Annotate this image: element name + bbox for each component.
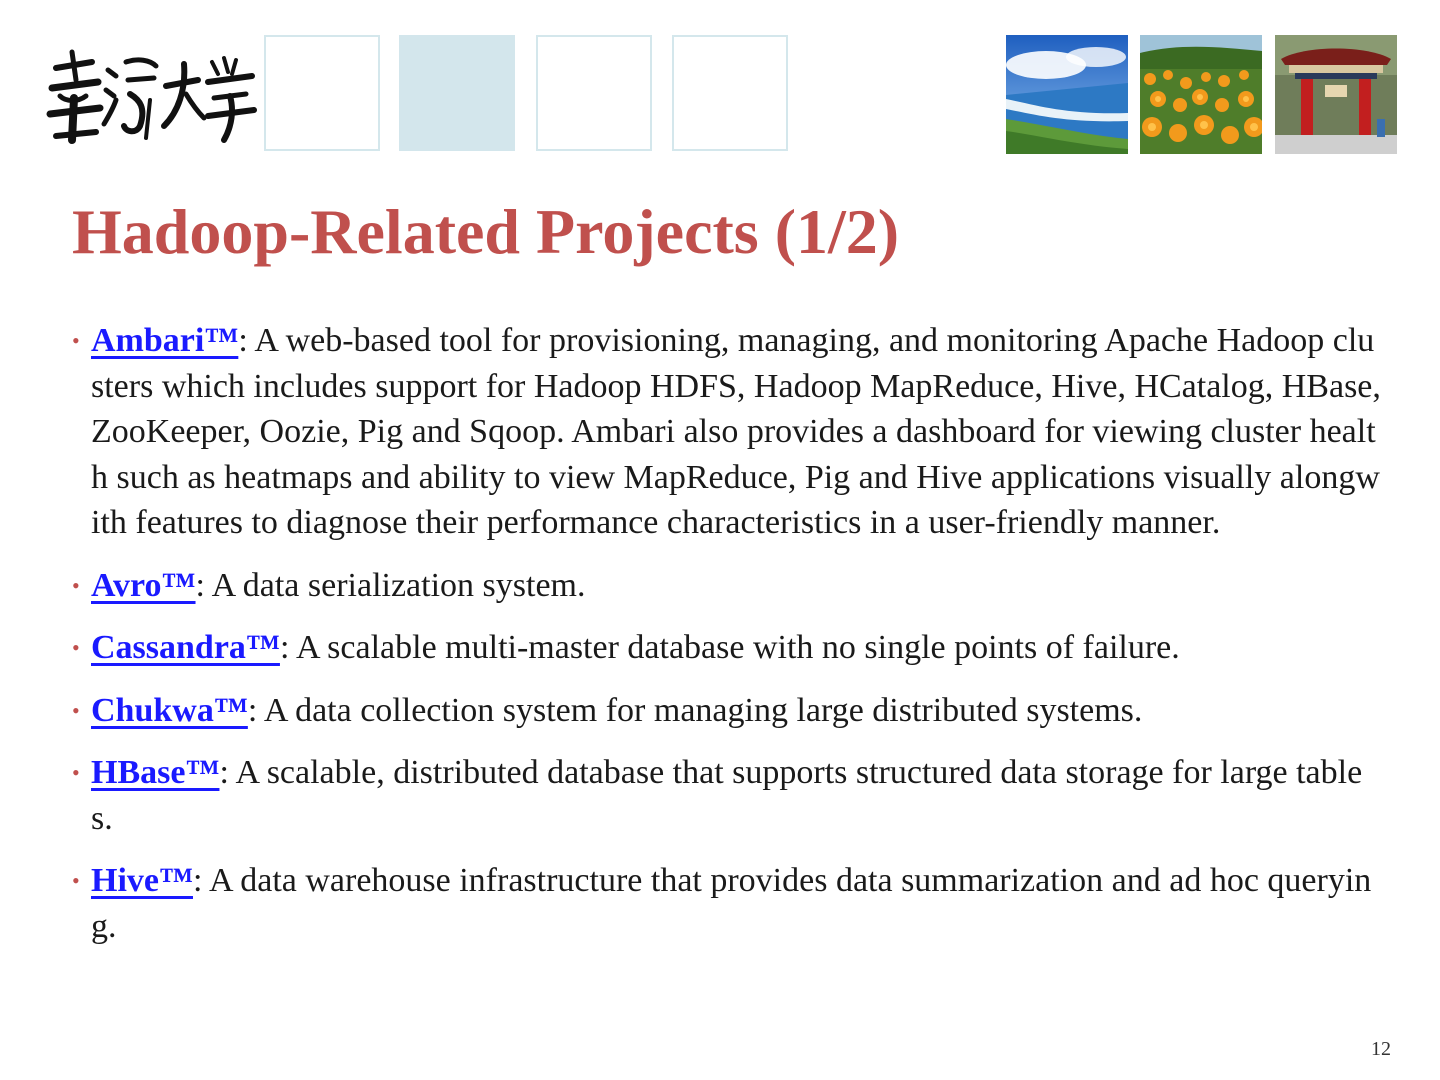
project-list — [72, 318, 1382, 966]
list-item-chukwa — [72, 688, 1382, 734]
list-item-hive — [72, 858, 1382, 949]
bullet-description: : A data serialization system. — [195, 566, 586, 604]
link-avro[interactable]: Avro™ — [91, 566, 196, 604]
list-item-ambari — [72, 318, 1382, 546]
bullet-dot-icon: • — [72, 868, 80, 893]
coastline-photo — [1006, 35, 1128, 154]
decorative-square-filled — [399, 35, 515, 151]
list-item-cassandra — [72, 625, 1382, 671]
bullet-dot-icon: • — [72, 635, 80, 660]
decorative-square — [264, 35, 380, 151]
link-ambari[interactable]: Ambari™ — [91, 322, 239, 359]
bullet-description: : A data collection system for managing large distributed systems. — [247, 691, 1143, 729]
bullet-dot-icon: • — [72, 572, 80, 598]
link-hbase[interactable]: HBase™ — [91, 754, 220, 791]
page-number: 12 — [1371, 1038, 1391, 1060]
bullet-dot-icon: • — [72, 760, 80, 785]
daylily-field-photo — [1140, 35, 1262, 154]
list-item-avro — [72, 563, 1382, 609]
temple-gate-photo — [1275, 35, 1397, 154]
decorative-square — [536, 35, 652, 151]
bullet-description: : A scalable multi-master database with no single points of failure. — [279, 629, 1180, 666]
university-logo — [42, 40, 260, 152]
bullet-description: : A data warehouse infrastructure that provides data summarization and ad hoc querying. — [91, 862, 1372, 945]
link-chukwa[interactable]: Chukwa™ — [91, 691, 248, 729]
bullet-dot-icon: • — [72, 328, 80, 353]
bullet-description: : A web-based tool for provisioning, managing, and monitoring Apache Hadoop clusters which includes support for Hadoop HDFS, Hadoop MapReduce, Hive, HCatalog, HBase, ZooKeeper, Oozie, Pig and Sqoop. Ambari also provides a dashboard for viewing cluster health such as heatmaps and ability to view MapReduce, Pig and Hive applications visually alongwith features to diagnose their performance characteristics in a user-friendly manner. — [91, 322, 1381, 541]
decorative-square — [672, 35, 788, 151]
bullet-description: : A scalable, distributed database that supports structured data storage for large tables. — [91, 754, 1363, 837]
link-cassandra[interactable]: Cassandra™ — [91, 629, 280, 666]
list-item-hbase — [72, 750, 1382, 841]
slide-title: Hadoop-Related Projects (1/2) — [72, 196, 900, 267]
calligraphy-logo-icon — [42, 40, 260, 152]
link-hive[interactable]: Hive™ — [91, 862, 193, 899]
bullet-dot-icon: • — [72, 697, 80, 723]
